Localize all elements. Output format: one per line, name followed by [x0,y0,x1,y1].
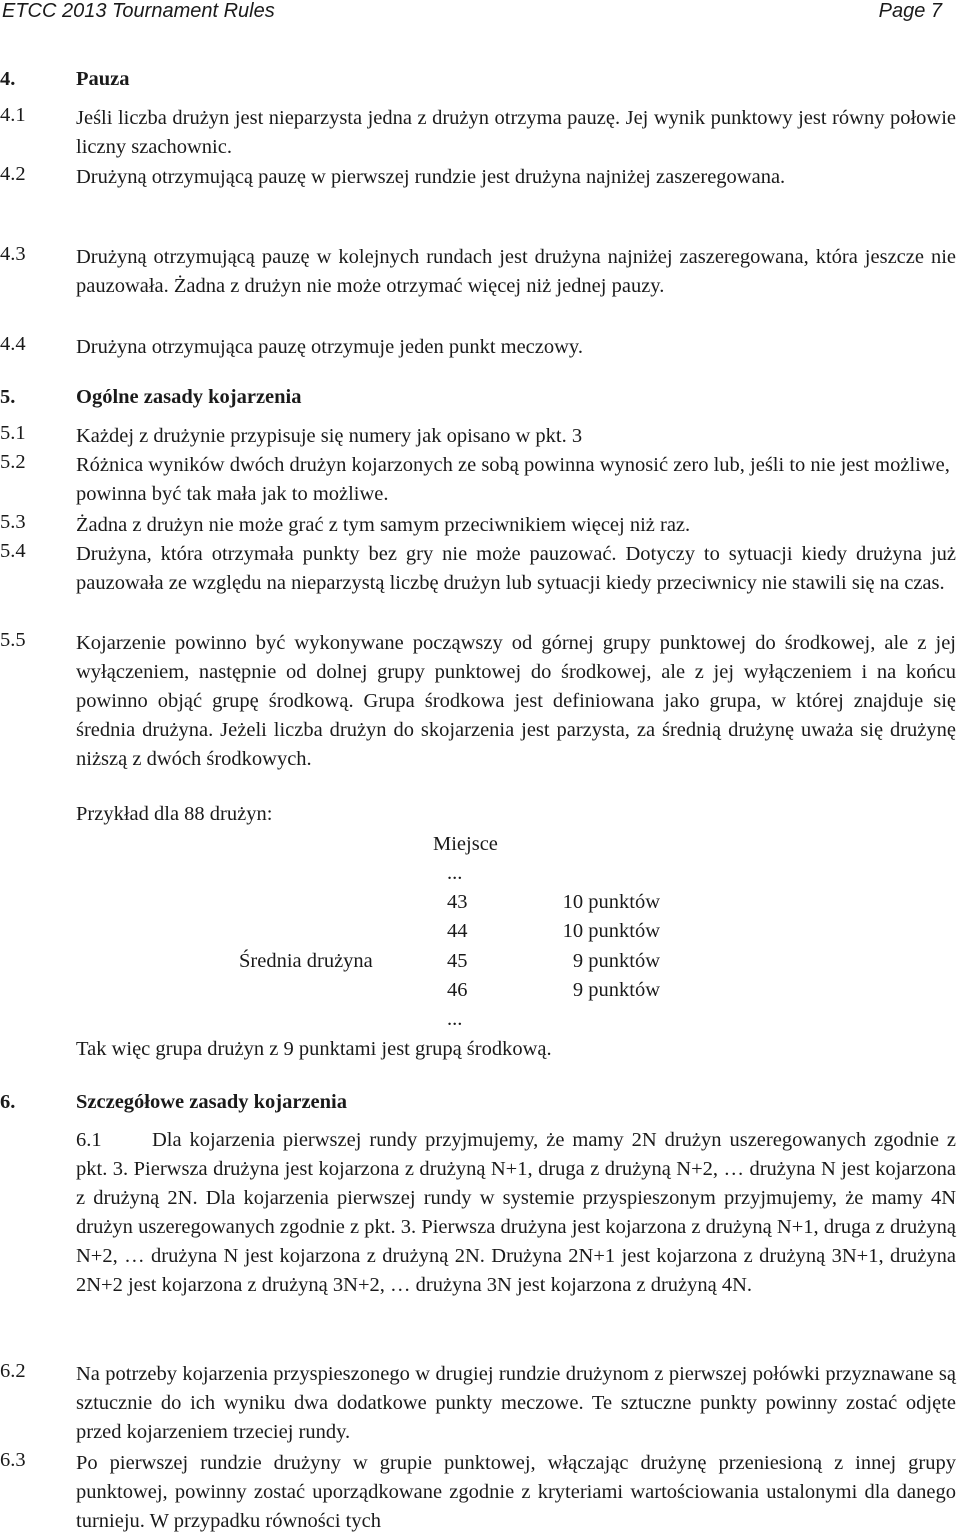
example-conclusion: Tak więc grupa drużyn z 9 punktami jest grupą środkową. [76,1038,552,1060]
section-5-number: 5. [0,386,16,408]
item-5-4-number: 5.4 [0,540,26,562]
section-4-number: 4. [0,68,16,90]
page-number: Page 7 [878,0,942,22]
item-5-3-text: Żadna z drużyn nie może grać z tym samym przeciwnikiem więcej niż raz. [76,514,691,536]
example-row-points: 9 punktów [572,950,660,972]
item-5-1-text: Każdej z drużynie przypisuje się numery jak opisano w pkt. 3 [76,425,583,447]
document-title: ETCC 2013 Tournament Rules [2,0,275,22]
item-4-1-text: Jeśli liczba drużyn jest nieparzysta jedna z drużyn otrzyma pauzę. Jej wynik punktowy jest równy połowie liczny szachownic. [76,107,956,158]
example-row-place: 43 [447,891,468,913]
section-6-title: Szczegółowe zasady kojarzenia [76,1091,347,1113]
item-6-2-text: Na potrzeby kojarzenia przyspieszonego w drugiej rundzie drużynom z pierwszej połówki przyznawane są sztucznie do ich wyniku dwa dodatkowe punkty meczowe. Te sztuczne punkty powinny zostać odjęte przed kojarzeniem trzeciej rundy. [76,1363,956,1443]
item-5-2-text: Różnica wyników dwóch drużyn kojarzonych ze sobą powinna wynosić zero lub, jeśli to nie jest możliwe, powinna być tak mała jak to możliwe. [76,454,950,505]
example-row-place: 46 [447,979,468,1001]
section-6-number: 6. [0,1091,16,1113]
section-5-title: Ogólne zasady kojarzenia [76,386,302,408]
item-4-4-number: 4.4 [0,333,26,355]
item-4-4-text: Drużyna otrzymująca pauzę otrzymuje jeden punkt meczowy. [76,336,583,358]
item-5-3-number: 5.3 [0,511,26,533]
item-4-1-number: 4.1 [0,104,26,126]
example-ellipsis-bottom: ... [447,1008,463,1030]
item-6-3-number: 6.3 [0,1449,26,1471]
item-5-5-text: Kojarzenie powinno być wykonywane począwszy od górnej grupy punktowej do środkowej, ale z jej wyłączeniem, następnie od dolnej grupy punktowej do środkowej, ale z jej wyłączeniem i na końcu powinno objąć grupę środkową. Grupa środkowa jest definiowana jako grupa, w której znajduje się średnia drużyna. Jeżeli liczba drużyn do skojarzenia jest parzysta, za średnią drużynę uważa się drużynę niższą z dwóch środkowych. [76,632,956,770]
item-5-1-number: 5.1 [0,422,26,444]
page-header [0,0,960,28]
example-row-label: Średnia drużyna [239,950,373,972]
section-4-title: Pauza [76,68,130,90]
item-4-2-text: Drużyną otrzymującą pauzę w pierwszej rundzie jest drużyna najniżej zaszeregowana. [76,166,786,188]
example-ellipsis-top: ... [447,862,463,884]
example-column-header: Miejsce [433,833,498,855]
example-row-points: 9 punktów [572,979,660,1001]
item-6-1-text [76,1126,956,1300]
item-6-3-text: Po pierwszej rundzie drużyny w grupie punktowej, włączając drużynę przeniesioną z innej grupy punktowej, powinny zostać uporządkowane zgodnie z kryteriami wartościowania ustalonymi dla danego turnieju. W przypadku równości tych [76,1452,956,1532]
item-6-2-number: 6.2 [0,1360,26,1382]
item-4-3-text: Drużyną otrzymującą pauzę w kolejnych rundach jest drużyna najniżej zaszeregowana, która jeszcze nie pauzowała. Żadna z drużyn nie może otrzymać więcej niż jednej pauzy. [76,246,956,297]
item-4-2-number: 4.2 [0,163,26,185]
item-4-3-number: 4.3 [0,243,26,265]
example-row-place: 45 [447,950,468,972]
item-5-5-number: 5.5 [0,629,26,651]
item-5-2-number: 5.2 [0,451,26,473]
example-row-place: 44 [447,920,468,942]
example-intro: Przykład dla 88 drużyn: [76,803,273,825]
example-row-points: 10 punktów [562,891,660,913]
item-6-1-number: 6.1 [76,1129,102,1151]
example-row-points: 10 punktów [562,920,660,942]
item-6-1-body: Dla kojarzenia pierwszej rundy przyjmujemy, że mamy 2N drużyn uszeregowanych zgodnie z pkt. 3. Pierwsza drużyna jest kojarzona z drużyną N+1, druga z drużyną N+2, … drużyna N jest kojarzona z drużyną 2N. Dla kojarzenia pierwszej rundy w systemie przyspieszonym przyjmujemy, że mamy 4N drużyn uszeregowanych zgodnie z pkt. 3. Pierwsza drużyna jest kojarzona z drużyną N+1, druga z drużyną N+2, … drużyna N jest kojarzona z drużyną 2N. Drużyna 2N+1 jest kojarzona z drużyną 3N+1, drużyna 2N+2 jest kojarzona z drużyną 3N+2, … drużyna 3N jest kojarzona z drużyną 4N. [76,1129,956,1296]
item-5-4-text: Drużyna, która otrzymała punkty bez gry nie może pauzować. Dotyczy to sytuacji kiedy drużyna już pauzowała ze względu na nieparzystą liczbę drużyn lub sytuacji kiedy przeciwnicy nie stawili się na czas. [76,543,956,594]
